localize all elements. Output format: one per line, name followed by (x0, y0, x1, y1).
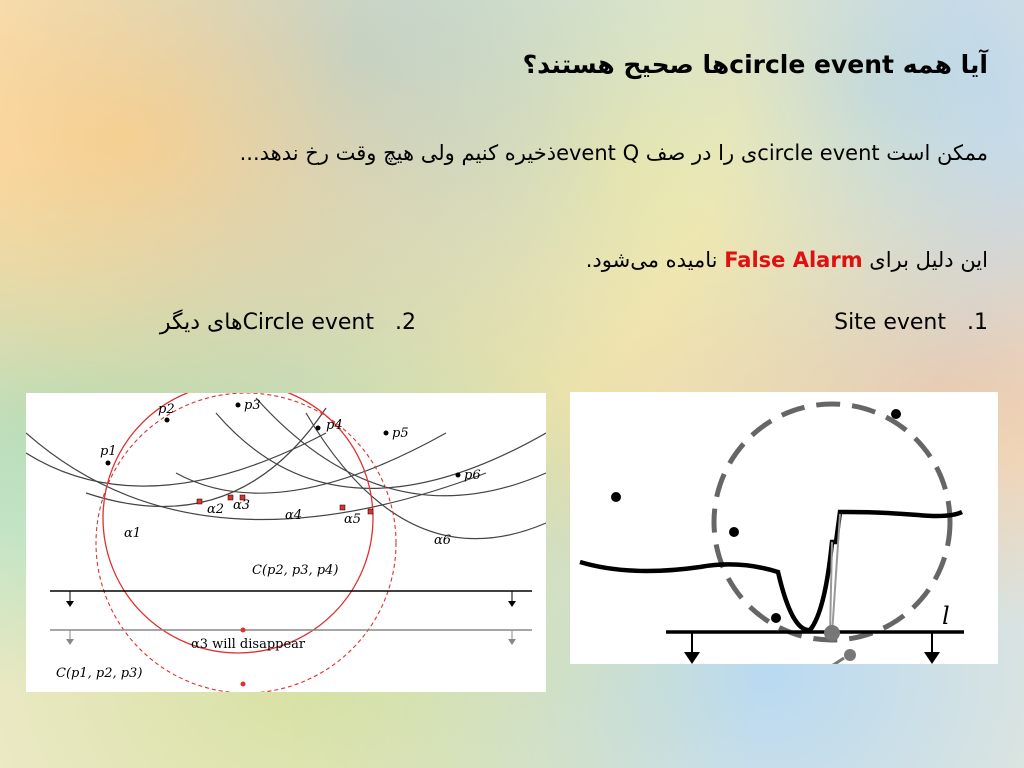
circle-center (241, 628, 246, 633)
list-item-site-event (834, 310, 988, 335)
beachline-diagram (26, 393, 546, 692)
site-point (384, 431, 389, 436)
slide-paragraph: ممکن است circle eventی را در صف event Qذخیره کنیم ولی هیچ وقت رخ ندهد... (239, 141, 988, 165)
site-label: p2 (158, 402, 175, 417)
sweep-arrowhead (66, 601, 74, 607)
arc-label: α3 (233, 498, 251, 513)
slide-title: آیا همه circle eventها صحیح هستند؟ (522, 50, 988, 79)
site-point (729, 527, 739, 537)
site-point (611, 492, 621, 502)
arc-label: α6 (434, 533, 452, 548)
arc-curve (216, 413, 546, 488)
site-point (165, 418, 170, 423)
arc-curve (26, 433, 326, 486)
false-alarm-diagram (570, 392, 998, 664)
site-point (891, 409, 901, 419)
sweep-arrowhead (684, 652, 700, 664)
list-number: 1. (967, 310, 988, 335)
site-point (456, 473, 461, 478)
site-point (236, 403, 241, 408)
site-point (106, 461, 111, 466)
arc-curve (26, 433, 486, 520)
sweep-label: l (942, 602, 950, 630)
new-site-point (844, 649, 856, 661)
breakpoint (340, 505, 345, 510)
circle-label: C(p1, p2, p3) (56, 666, 143, 681)
dashed-circle (714, 404, 950, 640)
arc-label: α1 (124, 526, 142, 541)
sweep-arrowhead (508, 601, 516, 607)
arc-label: α5 (344, 512, 362, 527)
list-label: Circle eventهای دیگر (159, 310, 374, 335)
arc-curve (86, 408, 326, 507)
list-label: Site event (834, 310, 946, 335)
list-item-circle-event (160, 310, 416, 335)
reason-prefix: این دلیل برای (869, 248, 988, 272)
breakpoint (197, 499, 202, 504)
beachline (580, 512, 962, 630)
reason-suffix: نامیده می‌شود. (585, 248, 718, 272)
site-label: p1 (100, 444, 117, 459)
site-point (316, 426, 321, 431)
arc-label: α4 (285, 508, 303, 523)
circle-bottom (241, 682, 246, 687)
list-number: 2. (395, 310, 416, 335)
site-label: p5 (392, 426, 409, 441)
voronoi-diagram-figure (26, 393, 546, 692)
site-label: p4 (326, 418, 343, 433)
false-alarm-line (586, 248, 988, 272)
site-point (771, 613, 781, 623)
circle-event-point (824, 625, 840, 641)
site-label: p6 (464, 468, 481, 483)
circle-label: C(p2, p3, p4) (252, 563, 339, 578)
arc-label: α2 (207, 502, 225, 517)
disappear-label: α3 will disappear (191, 637, 306, 652)
pointer-arrow (792, 658, 844, 664)
breakpoint (368, 509, 373, 514)
false-alarm-figure (570, 392, 998, 664)
site-label: p3 (244, 398, 261, 413)
arc-curve (176, 433, 446, 493)
false-alarm-term: False Alarm (724, 248, 863, 272)
arc-curve (256, 398, 546, 496)
sweep-arrowhead (924, 652, 940, 664)
